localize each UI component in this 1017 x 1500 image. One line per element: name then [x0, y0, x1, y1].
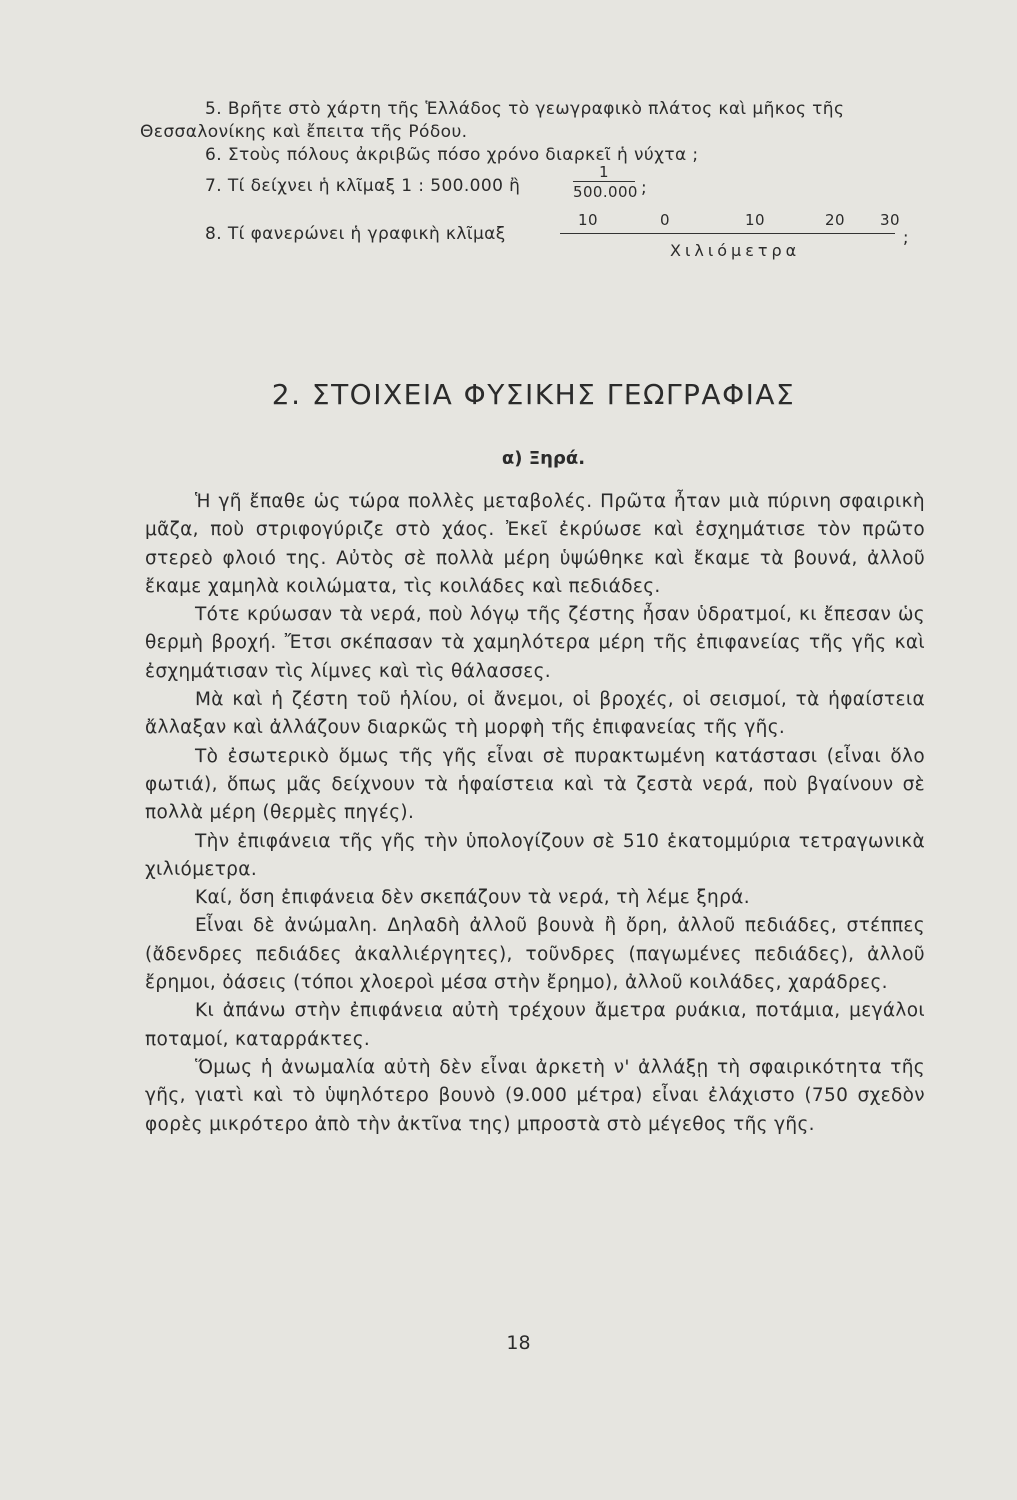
- fraction-denominator: 500.000: [573, 183, 638, 201]
- exercise-5-continuation: Θεσσαλονίκης καὶ ἔπειτα τῆς Ρόδου.: [140, 122, 468, 142]
- exercise-7-text: 7. Τί δείχνει ἡ κλῖμαξ 1 : 500.000 ἢ: [205, 176, 521, 196]
- body-text: [145, 488, 925, 1139]
- scale-bar-line: [560, 233, 895, 234]
- paragraph: Μὰ καὶ ἡ ζέστη τοῦ ἡλίου, οἱ ἄνεμοι, οἱ βροχές, οἱ σεισμοί, τὰ ἡφαίστεια ἄλλαξαν καὶ ἀλλάζουν διαρκῶς τὴ μορφὴ τῆς ἐπιφανείας τῆς γῆς.: [145, 689, 925, 739]
- graphic-scale: [560, 209, 909, 260]
- paragraph: Ἡ γῆ ἔπαθε ὡς τώρα πολλὲς μεταβολές. Πρῶτα ἦταν μιὰ πύρινη σφαιρικὴ μᾶζα, ποὺ στριφογύριζε στὸ χάος. Ἐκεῖ ἐκρύωσε καὶ ἐσχημάτισε τὸν πρῶτο στερεὸ φλοιό της. Αὐτὸς σὲ πολλὰ μέρη ὑψώθηκε καὶ ἔκαμε τὰ βουνά, ἀλλοῦ ἔκαμε χαμηλὰ κοιλώματα, τὶς κοιλάδες καὶ πεδιάδες.: [145, 491, 925, 597]
- scale-tick-label: 0: [660, 211, 670, 229]
- paragraph: Κι ἀπάνω στὴν ἐπιφάνεια αὐτὴ τρέχουν ἄμετρα ρυάκια, ποτάμια, μεγάλοι ποταμοί, καταρράκτες.: [145, 1000, 925, 1050]
- exercise-6: 6. Στοὺς πόλους ἀκριβῶς πόσο χρόνο διαρκεῖ ἡ νύχτα ;: [205, 145, 699, 165]
- scale-tick-label: 20: [825, 211, 845, 229]
- paragraph: Εἶναι δὲ ἀνώμαλη. Δηλαδὴ ἀλλοῦ βουνὰ ἢ ὄρη, ἀλλοῦ πεδιάδες, στέππες (ἄδενδρες πεδιάδες ἀκαλλιέργητες), τοῦνδρες (παγωμένες πεδιάδες), ἀλλοῦ ἔρημοι, ὀάσεις (τόποι χλοεροὶ μέσα στὴν ἔρημο), ἀλλοῦ κοιλάδες, χαράδρες.: [145, 915, 925, 994]
- scale-fraction: [573, 163, 638, 202]
- exercise-8: [165, 211, 935, 283]
- paragraph: Καί, ὅση ἐπιφάνεια δὲν σκεπάζουν τὰ νερά, τὴ λέμε ξηρά.: [195, 887, 750, 909]
- scale-tick-label: 10: [578, 211, 598, 229]
- paragraph: Τὸ ἐσωτερικὸ ὅμως τῆς γῆς εἶναι σὲ πυρακτωμένη κατάστασι (εἶναι ὅλο φωτιά), ὅπως μᾶς δείχνουν τὰ ἡφαίστεια καὶ τὰ ζεστὰ νερά, ποὺ βγαίνουν σὲ πολλὰ μέρη (θερμὲς πηγές).: [145, 745, 925, 824]
- scale-tick-label: 30: [880, 211, 900, 229]
- exercise-7-semicolon: ;: [641, 178, 648, 198]
- exercise-list: [140, 98, 935, 283]
- paragraph: Τὴν ἐπιφάνεια τῆς γῆς τὴν ὑπολογίζουν σὲ 510 ἑκατομμύρια τετραγωνικὰ χιλιόμετρα.: [145, 830, 925, 880]
- scale-tick-label: 10: [745, 211, 765, 229]
- fraction-numerator: 1: [599, 163, 609, 181]
- exercise-8-semicolon: ;: [902, 228, 909, 248]
- subsection-title: α) Ξηρά.: [501, 448, 586, 469]
- exercise-5: 5. Βρῆτε στὸ χάρτη τῆς Ἑλλάδος τὸ γεωγραφικὸ πλάτος καὶ μῆκος τῆς: [205, 99, 845, 119]
- paragraph: Ὅμως ἡ ἀνωμαλία αὐτὴ δὲν εἶναι ἀρκετὴ ν' ἀλλάξῃ τὴ σφαιρικότητα τῆς γῆς, γιατὶ καὶ τὸ ὑψηλότερο βουνὸ (9.000 μέτρα) εἶναι ἐλάχιστο (750 σχεδὸν φορὲς μικρότερο ἀπὸ τὴν ἀκτῖνα της) μπροστὰ στὸ μέγεθος τῆς γῆς.: [145, 1056, 925, 1135]
- scale-unit-label: Χιλιόμετρα: [670, 241, 801, 260]
- paragraph: Τότε κρύωσαν τὰ νερά, ποὺ λόγῳ τῆς ζέστης ἦσαν ὑδρατμοί, κι ἔπεσαν ὡς θερμὴ βροχή. Ἔτσι σκέπασαν τὰ χαμηλότερα μέρη τῆς ἐπιφανείας τῆς γῆς καὶ ἐσχημάτισαν τὶς λίμνες καὶ τὶς θάλασσες.: [145, 604, 925, 682]
- section-title: 2. ΣΤΟΙΧΕΙΑ ΦΥΣΙΚΗΣ ΓΕΩΓΡΑΦΙΑΣ: [271, 378, 796, 411]
- page-number: 18: [506, 1332, 531, 1354]
- exercise-8-text: 8. Τί φανερώνει ἡ γραφικὴ κλῖμαξ: [205, 224, 506, 244]
